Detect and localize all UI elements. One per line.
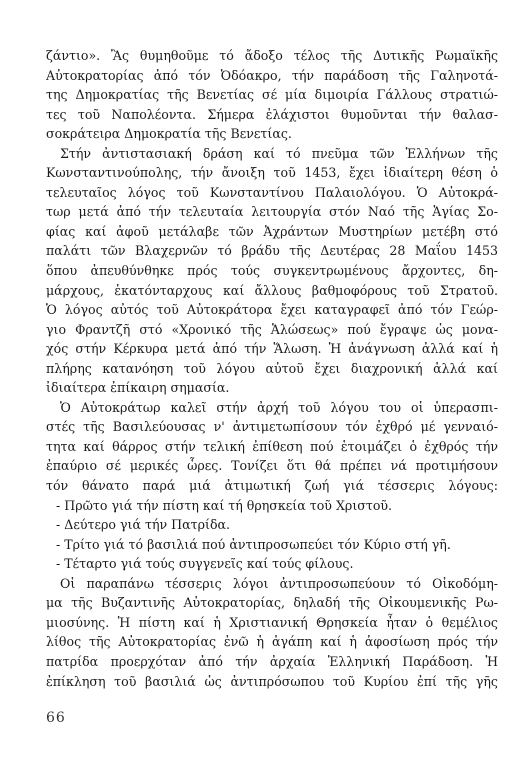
text-line: της Δημοκρατίας τῆς Βενετίας σέ μία διμοιρία Γάλλους στρατιώ- bbox=[46, 87, 498, 103]
text-line: ἐπίκληση τοῦ βασιλιά ὡς ἀντιπρόσωπου τοῦ Κυρίου ἐπί τῆς γῆς bbox=[46, 673, 498, 689]
paragraph bbox=[46, 398, 498, 496]
text-line: τωρ μετά ἀπό τήν τελευταία λειτουργία στόν Ναό τῆς Ἁγίας Σο- bbox=[46, 204, 498, 220]
text-line: μα τῆς Βυζαντινῆς Αὐτοκρατορίας, δηλαδή τῆς Οἰκουμενικῆς Ρω- bbox=[46, 595, 498, 611]
text-line: ὅπου ἀπευθύνθηκε πρός τούς συγκεντρωμένους ἄρχοντες, δη- bbox=[46, 263, 498, 279]
text-line: τελευταῖος λόγος τοῦ Κωνσταντίνου Παλαιολόγου. Ὁ Αὐτοκρά- bbox=[46, 184, 498, 200]
text-line: φίας καί ἀφοῦ μετάλαβε τῶν Ἀχράντων Μυστηρίων μετέβη στό bbox=[46, 223, 498, 239]
text-line: Ὁ Αὐτοκράτωρ καλεῖ στήν ἀρχή τοῦ λόγου του οἱ ὑπερασπι- bbox=[60, 399, 498, 415]
page-body bbox=[46, 46, 498, 691]
text-line: πλήρης κατανόηση τοῦ λόγου αὐτοῦ ἔχει διαχρονική ἀλλά καί bbox=[46, 360, 498, 376]
text-line: ἐπαύριο σέ μερικές ὧρες. Τονίζει ὅτι θά πρέπει νά προτιμήσουν bbox=[46, 458, 498, 474]
text-line: Κωνσταντινούπολης, τήν ἄνοιξη τοῦ 1453, ἔχει ἰδιαίτερη θέση ὁ bbox=[46, 165, 498, 181]
paragraph bbox=[46, 574, 498, 691]
text-line: στές τῆς Βασιλεύουσας ν' ἀντιμετωπίσουν τόν ἐχθρό μέ γενναιό- bbox=[46, 419, 498, 435]
text-line: πατρίδα προερχόταν ἀπό τήν ἀρχαία Ἑλληνική Παράδοση. Ἡ bbox=[46, 653, 498, 669]
text-line: μάρχους, ἑκατόνταρχους καί ἄλλους βαθμοφόρους τοῦ Στρατοῦ. bbox=[46, 282, 498, 298]
page-number: 66 bbox=[46, 710, 66, 726]
reasons-list bbox=[46, 496, 498, 574]
text-line: τες τοῦ Ναπολέοντα. Σήμερα ἐλάχιστοι θυμοῦνται τήν θαλασ- bbox=[46, 106, 498, 122]
text-line: Στήν ἀντιστασιακή δράση καί τό πνεῦμα τῶν Ἑλλήνων τῆς bbox=[60, 145, 498, 161]
text-line: τόν θάνατο παρά μιά ἀτιμωτική ζωή γιά τέσσερις λόγους: bbox=[46, 478, 498, 494]
text-line: ἰδιαίτερα ἐπίκαιρη σημασία. bbox=[46, 380, 230, 396]
paragraph bbox=[46, 46, 498, 144]
text-line: τητα καί θάρρος στήν τελική ἐπίθεση πού ἑτοιμάζει ὁ ἐχθρός τήν bbox=[46, 438, 498, 454]
list-item: - Τρίτο γιά τό βασιλιά πού ἀντιπροσωπεύει τόν Κύριο στή γῆ. bbox=[56, 536, 451, 552]
text-line: σοκράτειρα Δημοκρατία τῆς Βενετίας. bbox=[46, 126, 292, 142]
list-item: - Τέταρτο γιά τούς συγγενεῖς καί τούς φίλους. bbox=[56, 556, 354, 572]
text-line: Αὐτοκρατορίας ἀπό τόν Ὀδόακρο, τήν παράδοση τῆς Γαληνοτά- bbox=[46, 67, 498, 83]
text-line: γιο Φραντζῆ στό «Χρονικό τῆς Ἁλώσεως» πού ἔγραψε ὡς μονα- bbox=[46, 321, 498, 337]
text-line: παλάτι τῶν Βλαχερνῶν τό βράδυ τῆς Δευτέρας 28 Μαΐου 1453 bbox=[46, 243, 498, 259]
text-line: μιοσύνης. Ἡ πίστη καί ἡ Χριστιανική Θρησκεία ἦταν ὁ θεμέλιος bbox=[46, 614, 498, 630]
text-line: ζάντιο». Ἂς θυμηθοῦμε τό ἄδοξο τέλος τῆς Δυτικῆς Ρωμαϊκῆς bbox=[46, 48, 498, 63]
text-line: Ὁ λόγος αὐτός τοῦ Αὐτοκράτορα ἔχει καταγραφεῖ ἀπό τόν Γεώρ- bbox=[46, 302, 498, 318]
paragraph bbox=[46, 144, 498, 398]
text-line: Οἱ παραπάνω τέσσερις λόγοι ἀντιπροσωπεύουν τό Οἰκοδόμη- bbox=[60, 575, 498, 591]
list-item: - Πρῶτο γιά τήν πίστη καί τή θρησκεία τοῦ Χριστοῦ. bbox=[56, 497, 393, 513]
text-line: χός στήν Κέρκυρα μετά ἀπό τήν Ἅλωση. Ἡ ἀνάγνωση ἀλλά καί ἡ bbox=[46, 341, 498, 357]
text-line: λίθος τῆς Αὐτοκρατορίας ἐνῶ ἡ ἀγάπη καί ἡ ἀφοσίωση πρός τήν bbox=[46, 634, 498, 650]
list-item: - Δεύτερο γιά τήν Πατρίδα. bbox=[56, 517, 231, 533]
